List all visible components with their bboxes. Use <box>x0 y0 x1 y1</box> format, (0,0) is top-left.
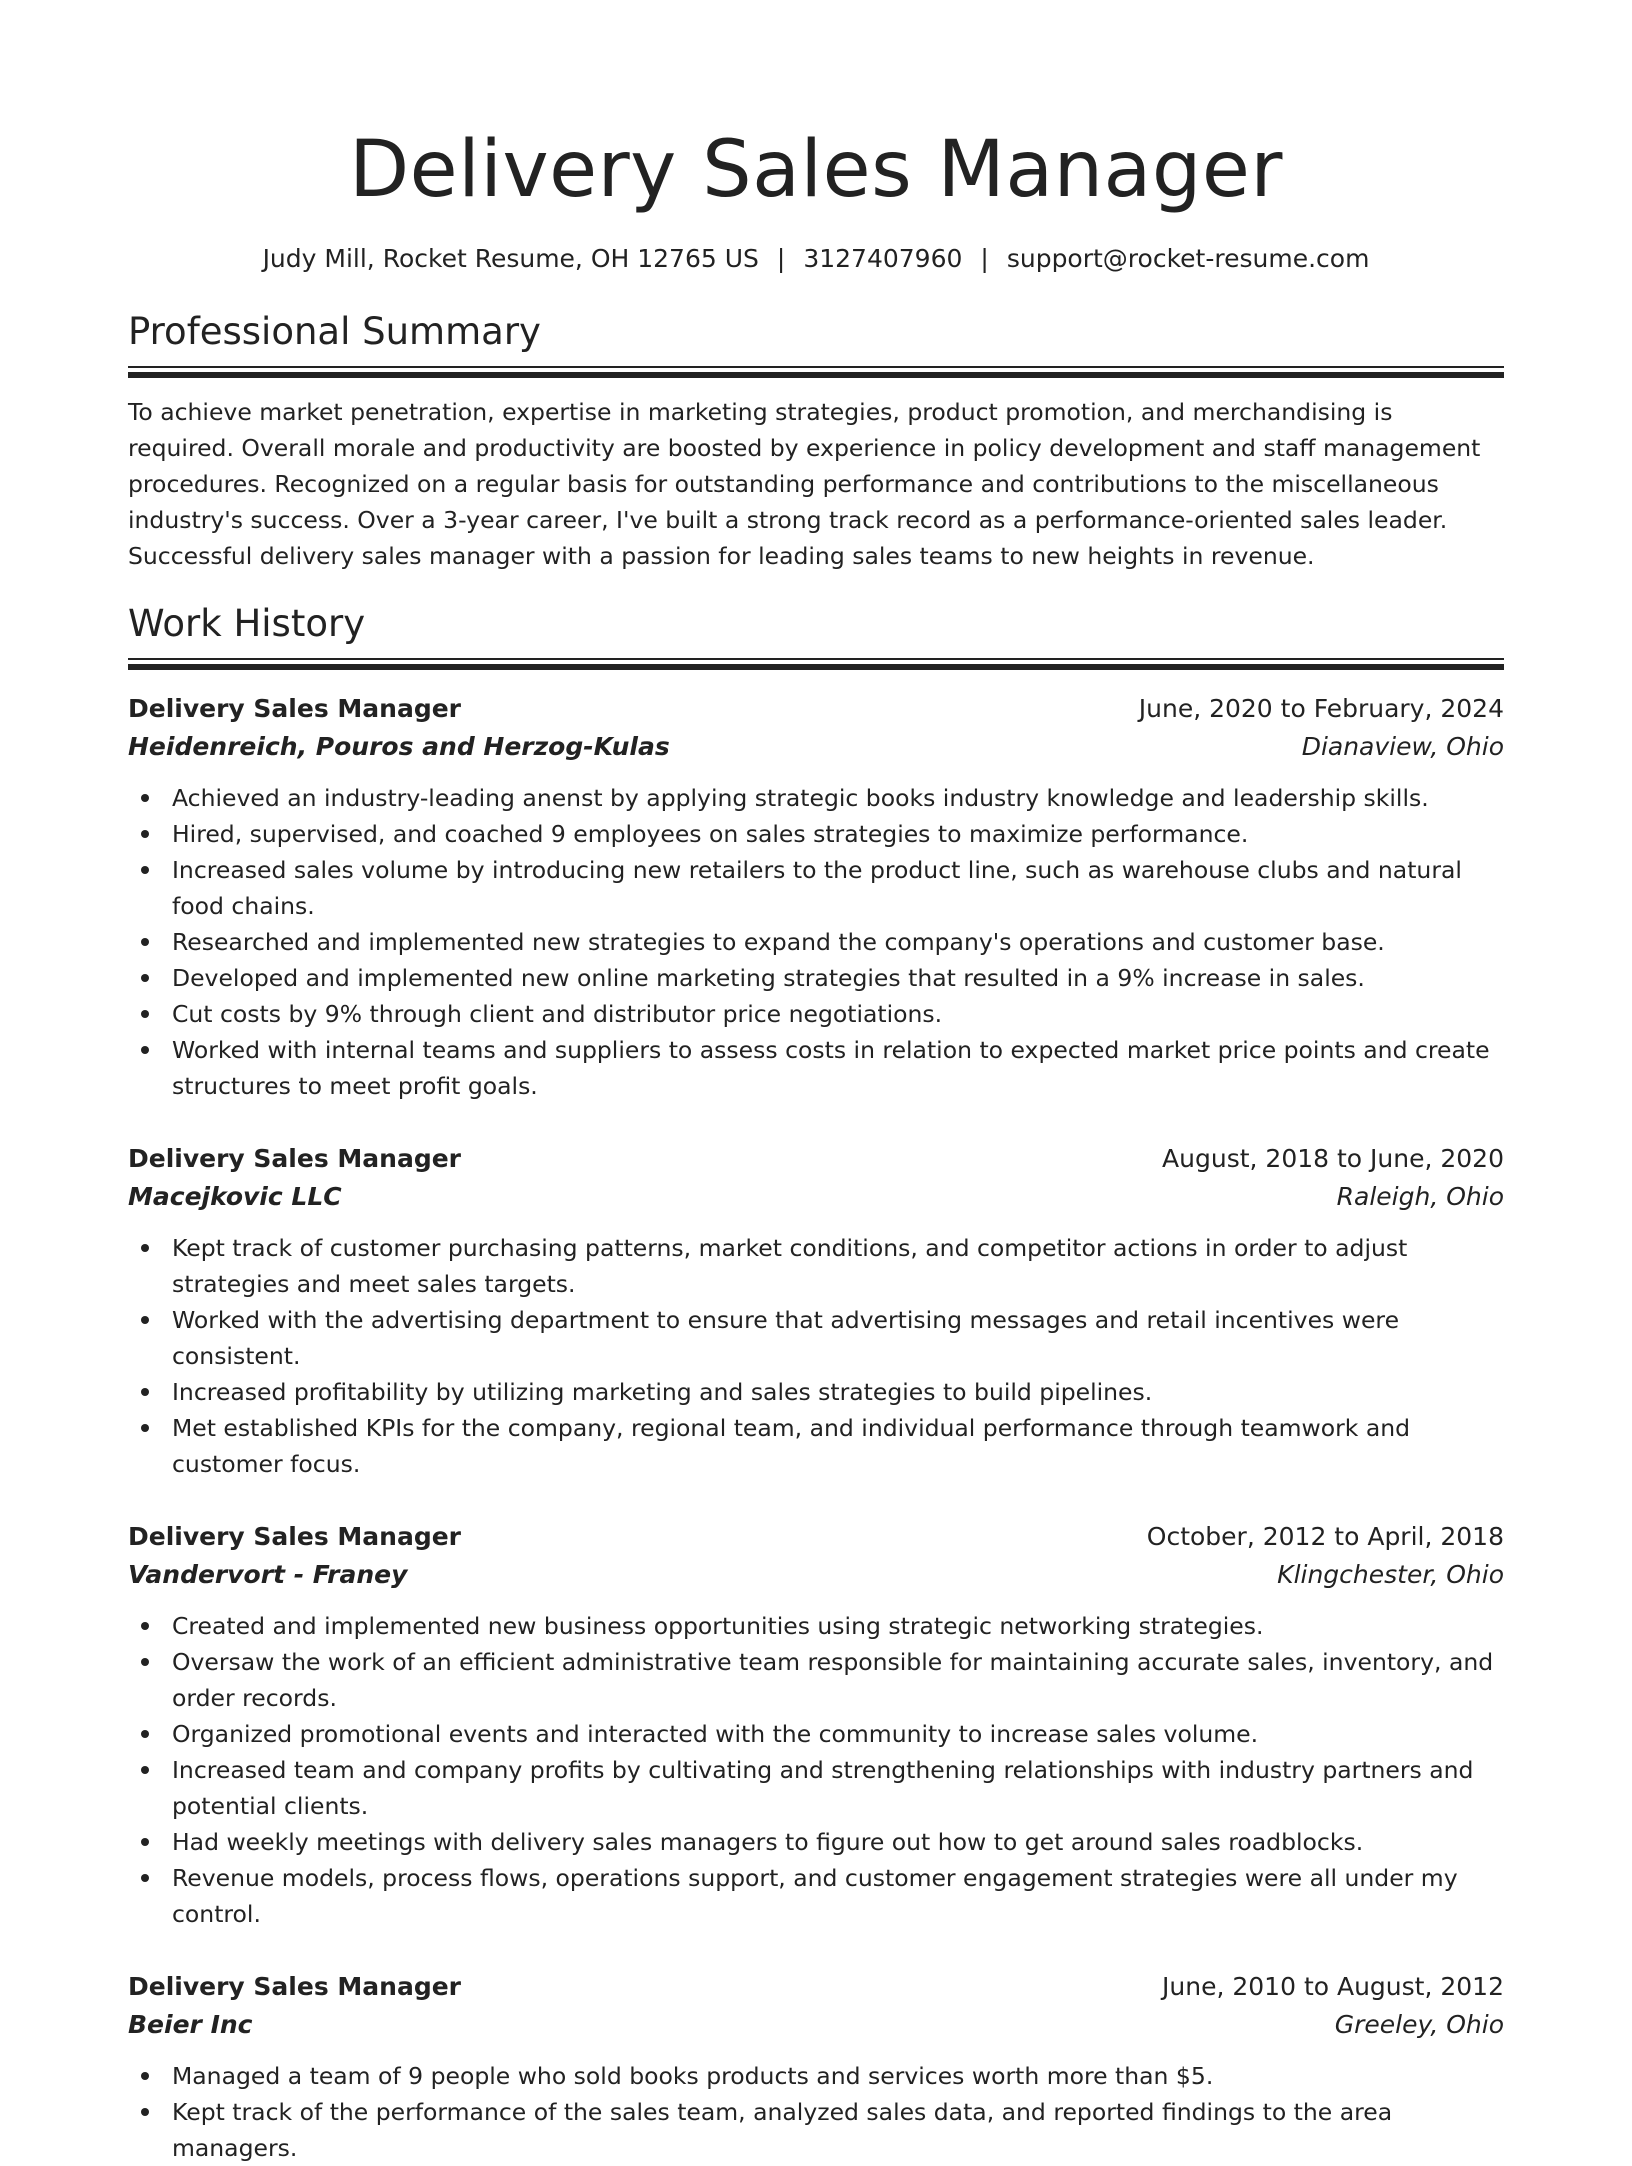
section-divider <box>128 366 1504 378</box>
section-heading-summary: Professional Summary <box>128 310 541 353</box>
job-company: Macejkovic LLC <box>128 1182 342 1211</box>
job-location: Klingchester, Ohio <box>1277 1560 1504 1589</box>
work-history-section <box>128 600 1504 2166</box>
job-title: Delivery Sales Manager <box>128 1522 462 1551</box>
job-bullet: Managed a team of 9 people who sold books products and services worth more than $5. <box>128 2058 1504 2094</box>
contact-separator: | <box>776 244 786 273</box>
job-bullet: Met established KPIs for the company, regional team, and individual performance through teamwork and customer focus. <box>128 1410 1504 1482</box>
contact-line <box>128 242 1504 276</box>
job-bullet: Kept track of customer purchasing patterns, market conditions, and competitor actions in order to adjust strategies and meet sales targets. <box>128 1230 1504 1302</box>
contact-phone: 3127407960 <box>803 244 963 273</box>
job-bullet: Researched and implemented new strategies to expand the company's operations and customer base. <box>128 924 1504 960</box>
resume-title: Delivery Sales Manager <box>349 125 1283 215</box>
job-company: Heidenreich, Pouros and Herzog-Kulas <box>128 732 670 761</box>
job-bullet: Cut costs by 9% through client and distributor price negotiations. <box>128 996 1504 1032</box>
job-bullet: Increased team and company profits by cultivating and strengthening relationships with industry partners and potential clients. <box>128 1752 1504 1824</box>
job-bullets <box>128 1230 1504 1482</box>
job-bullet: Achieved an industry-leading anenst by applying strategic books industry knowledge and leadership skills. <box>128 780 1504 816</box>
job-title: Delivery Sales Manager <box>128 1144 462 1173</box>
job-bullets <box>128 1608 1504 1932</box>
job-location: Dianaview, Ohio <box>1301 732 1504 761</box>
professional-summary-section <box>128 308 1504 574</box>
job-bullet: Organized promotional events and interacted with the community to increase sales volume. <box>128 1716 1504 1752</box>
job-bullet: Worked with the advertising department to ensure that advertising messages and retail incentives were consistent. <box>128 1302 1504 1374</box>
job-bullet: Increased sales volume by introducing new retailers to the product line, such as warehouse clubs and natural food chains. <box>128 852 1504 924</box>
job-title: Delivery Sales Manager <box>128 694 462 723</box>
job-location: Greeley, Ohio <box>1334 2010 1504 2039</box>
job-bullet: Had weekly meetings with delivery sales managers to figure out how to get around sales roadblocks. <box>128 1824 1504 1860</box>
job-dates: June, 2020 to February, 2024 <box>1138 694 1504 723</box>
resume-page <box>128 0 1504 2166</box>
job-bullet: Hired, supervised, and coached 9 employees on sales strategies to maximize performance. <box>128 816 1504 852</box>
job-location: Raleigh, Ohio <box>1336 1182 1504 1211</box>
job-bullet: Developed and implemented new online marketing strategies that resulted in a 9% increase in sales. <box>128 960 1504 996</box>
job-entry <box>128 1140 1504 1482</box>
job-bullet: Oversaw the work of an efficient administrative team responsible for maintaining accurate sales, inventory, and order records. <box>128 1644 1504 1716</box>
section-heading-work: Work History <box>128 602 366 645</box>
job-bullet: Increased profitability by utilizing marketing and sales strategies to build pipelines. <box>128 1374 1504 1410</box>
job-company: Vandervort - Franey <box>128 1560 408 1589</box>
contact-email[interactable]: support@rocket-resume.com <box>1006 244 1370 273</box>
job-entry <box>128 690 1504 1104</box>
job-dates: June, 2010 to August, 2012 <box>1162 1972 1504 2001</box>
section-divider <box>128 658 1504 670</box>
summary-text: To achieve market penetration, expertise in marketing strategies, product promotion, and merchandising is required. Overall morale and productivity are boosted by experience in policy development and staff management procedures. Recognized on a regular basis for outstanding performance and contributions to the miscellaneous industry's success. Over a 3-year career, I've built a strong track record as a performance-oriented sales leader. Successful delivery sales manager with a passion for leading sales teams to new heights in revenue. <box>128 398 1481 570</box>
job-bullets <box>128 2058 1504 2166</box>
job-bullet: Kept track of the performance of the sales team, analyzed sales data, and reported findings to the area managers. <box>128 2094 1504 2166</box>
job-bullet: Revenue models, process flows, operations support, and customer engagement strategies were all under my control. <box>128 1860 1504 1932</box>
contact-address: Judy Mill, Rocket Resume, OH 12765 US <box>262 244 759 273</box>
job-title: Delivery Sales Manager <box>128 1972 462 2001</box>
job-company: Beier Inc <box>128 2010 253 2039</box>
job-entry <box>128 1968 1504 2166</box>
job-bullet: Worked with internal teams and suppliers to assess costs in relation to expected market price points and create structures to meet profit goals. <box>128 1032 1504 1104</box>
job-dates: August, 2018 to June, 2020 <box>1162 1144 1504 1173</box>
job-bullet: Created and implemented new business opportunities using strategic networking strategies. <box>128 1608 1504 1644</box>
contact-separator: | <box>980 244 989 273</box>
job-dates: October, 2012 to April, 2018 <box>1146 1522 1504 1551</box>
job-bullets <box>128 780 1504 1104</box>
job-entry <box>128 1518 1504 1932</box>
